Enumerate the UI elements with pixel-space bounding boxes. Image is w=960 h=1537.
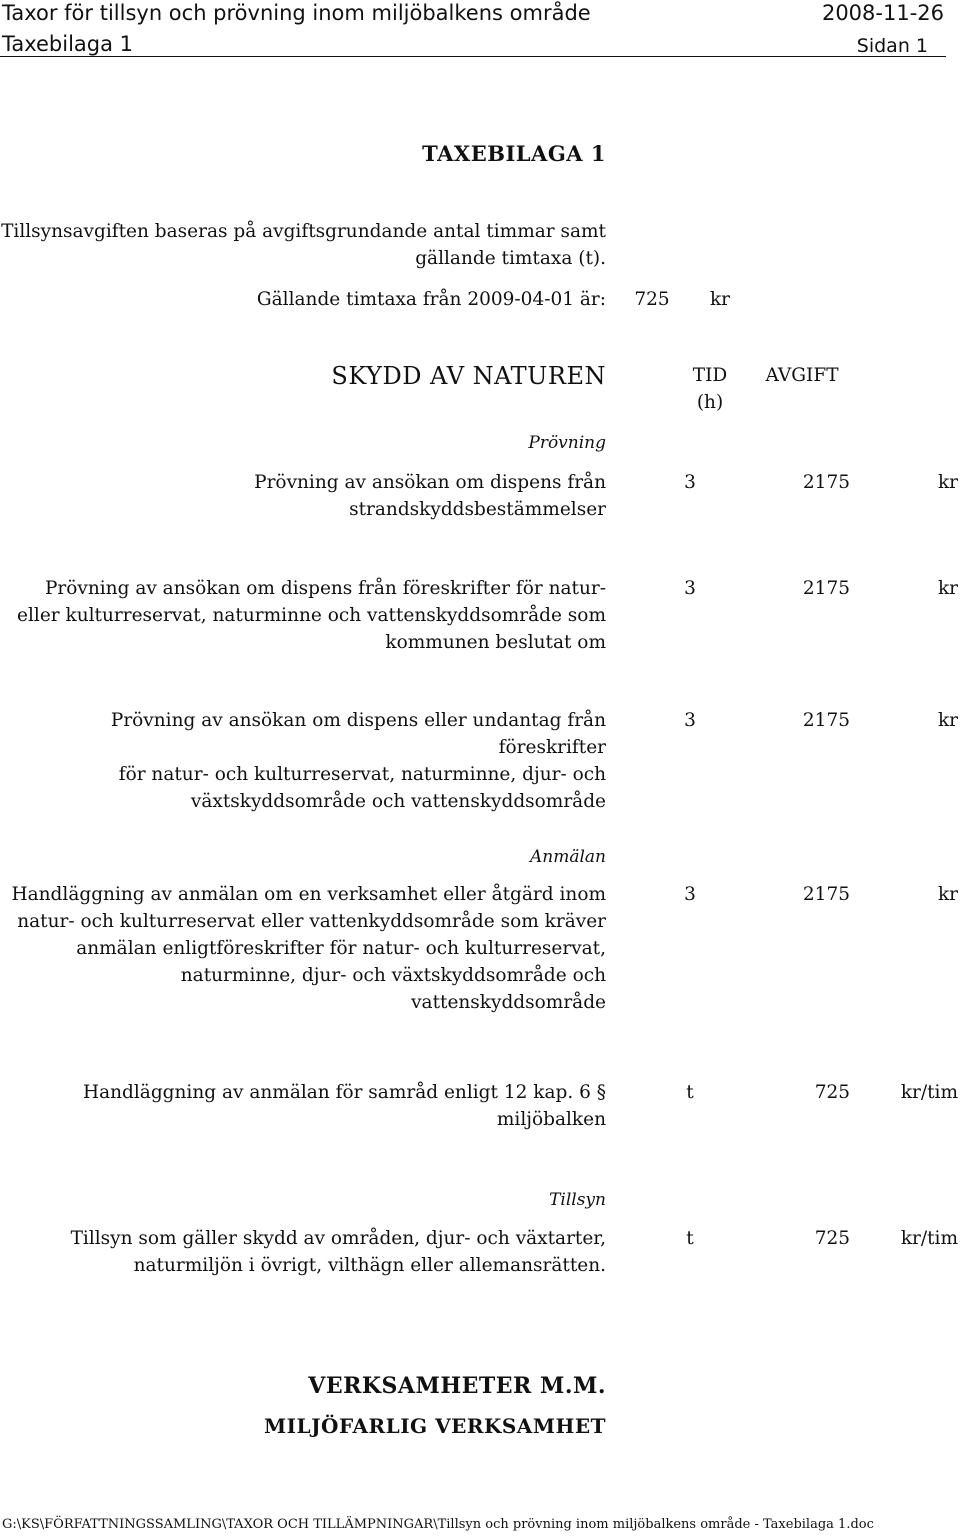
rate-unit: kr bbox=[709, 289, 731, 310]
description-line: natur- och kulturreservat eller vattenkyddsområde som kräver bbox=[17, 911, 606, 932]
intro-line-2: gällande timtaxa (t). bbox=[415, 248, 606, 269]
section-heading-verksamheter: VERKSAMHETER M.M. bbox=[308, 1373, 606, 1399]
description-line: Tillsyn som gäller skydd av områden, djur- och växtarter, bbox=[70, 1228, 606, 1249]
fee-row-unit: kr bbox=[937, 710, 958, 731]
description-line: Prövning av ansökan om dispens från bbox=[254, 472, 606, 493]
document-date: 2008-11-26 bbox=[821, 1, 944, 25]
fee-row-unit: kr bbox=[937, 884, 958, 905]
fee-row-unit: kr/tim bbox=[900, 1228, 958, 1249]
description-line: naturmiljön i övrigt, vilthägn eller allemansrätten. bbox=[133, 1255, 606, 1276]
fee-row-tid: 3 bbox=[684, 578, 696, 599]
fee-row-amount: 725 bbox=[814, 1082, 850, 1103]
fee-row-description bbox=[0, 1079, 606, 1133]
description-line: anmälan enligtföreskrifter för natur- och kulturreservat, bbox=[76, 938, 606, 959]
fee-row-description bbox=[0, 881, 606, 1016]
fee-row-tid: t bbox=[686, 1228, 694, 1249]
fee-row-tid: 3 bbox=[684, 710, 696, 731]
description-line: vattenskyddsområde bbox=[411, 992, 606, 1013]
page-number: Sidan 1 bbox=[856, 35, 928, 57]
description-line: växtskyddsområde och vattenskyddsområde bbox=[190, 791, 606, 812]
description-line: Handläggning av anmälan för samråd enligt 12 kap. 6 § bbox=[82, 1082, 606, 1103]
fee-row-description bbox=[0, 469, 606, 523]
fee-row-amount: 2175 bbox=[802, 710, 850, 731]
subheading-provning: Prövning bbox=[528, 433, 606, 453]
fee-row-amount: 2175 bbox=[802, 884, 850, 905]
intro-line-1: Tillsynsavgiften baseras på avgiftsgrundande antal timmar samt bbox=[1, 221, 606, 242]
description-line: naturminne, djur- och växtskyddsområde och bbox=[180, 965, 606, 986]
column-header-fee: AVGIFT bbox=[765, 365, 839, 386]
fee-row-unit: kr/tim bbox=[900, 1082, 958, 1103]
document-subtitle: Taxebilaga 1 bbox=[2, 32, 134, 56]
subheading-tillsyn: Tillsyn bbox=[549, 1190, 606, 1210]
fee-row-description bbox=[0, 575, 606, 656]
document-title: Taxor för tillsyn och prövning inom miljöbalkens område bbox=[2, 1, 591, 25]
description-line: strandskyddsbestämmelser bbox=[349, 499, 606, 520]
fee-row-tid: 3 bbox=[684, 472, 696, 493]
fee-row-tid: 3 bbox=[684, 884, 696, 905]
fee-row-amount: 725 bbox=[814, 1228, 850, 1249]
column-header-tid-unit: (h) bbox=[696, 392, 724, 413]
column-header-tid: TID bbox=[692, 365, 728, 386]
fee-row-amount: 2175 bbox=[802, 578, 850, 599]
section-heading-miljofarlig: MILJÖFARLIG VERKSAMHET bbox=[264, 1414, 606, 1438]
fee-row-amount: 2175 bbox=[802, 472, 850, 493]
fee-row-description bbox=[0, 1225, 606, 1279]
description-line: Handläggning av anmälan om en verksamhet eller åtgärd inom bbox=[11, 884, 606, 905]
fee-row-unit: kr bbox=[937, 472, 958, 493]
rate-value: 725 bbox=[634, 289, 670, 310]
subheading-anmalan: Anmälan bbox=[529, 847, 606, 867]
page-heading: TAXEBILAGA 1 bbox=[422, 141, 606, 166]
fee-row-description bbox=[0, 707, 606, 815]
description-line: Prövning av ansökan om dispens från föreskrifter för natur- bbox=[44, 578, 606, 599]
header-divider bbox=[0, 56, 946, 57]
rate-label: Gällande timtaxa från 2009-04-01 är: bbox=[256, 289, 606, 310]
description-line: miljöbalken bbox=[496, 1109, 606, 1130]
fee-row-unit: kr bbox=[937, 578, 958, 599]
footer-file-path: G:\KS\FÖRFATTNINGSSAMLING\TAXOR OCH TILLÄMPNINGAR\Tillsyn och prövning inom miljöbalkens område - Taxebilaga 1.doc bbox=[2, 1517, 874, 1532]
description-line: kommunen beslutat om bbox=[385, 632, 606, 653]
section-title: SKYDD AV NATUREN bbox=[331, 362, 606, 390]
description-line: Prövning av ansökan om dispens eller undantag från föreskrifter bbox=[110, 710, 606, 758]
description-line: eller kulturreservat, naturminne och vattenskyddsområde som bbox=[17, 605, 606, 626]
description-line: för natur- och kulturreservat, naturminne, djur- och bbox=[118, 764, 606, 785]
fee-row-tid: t bbox=[686, 1082, 694, 1103]
